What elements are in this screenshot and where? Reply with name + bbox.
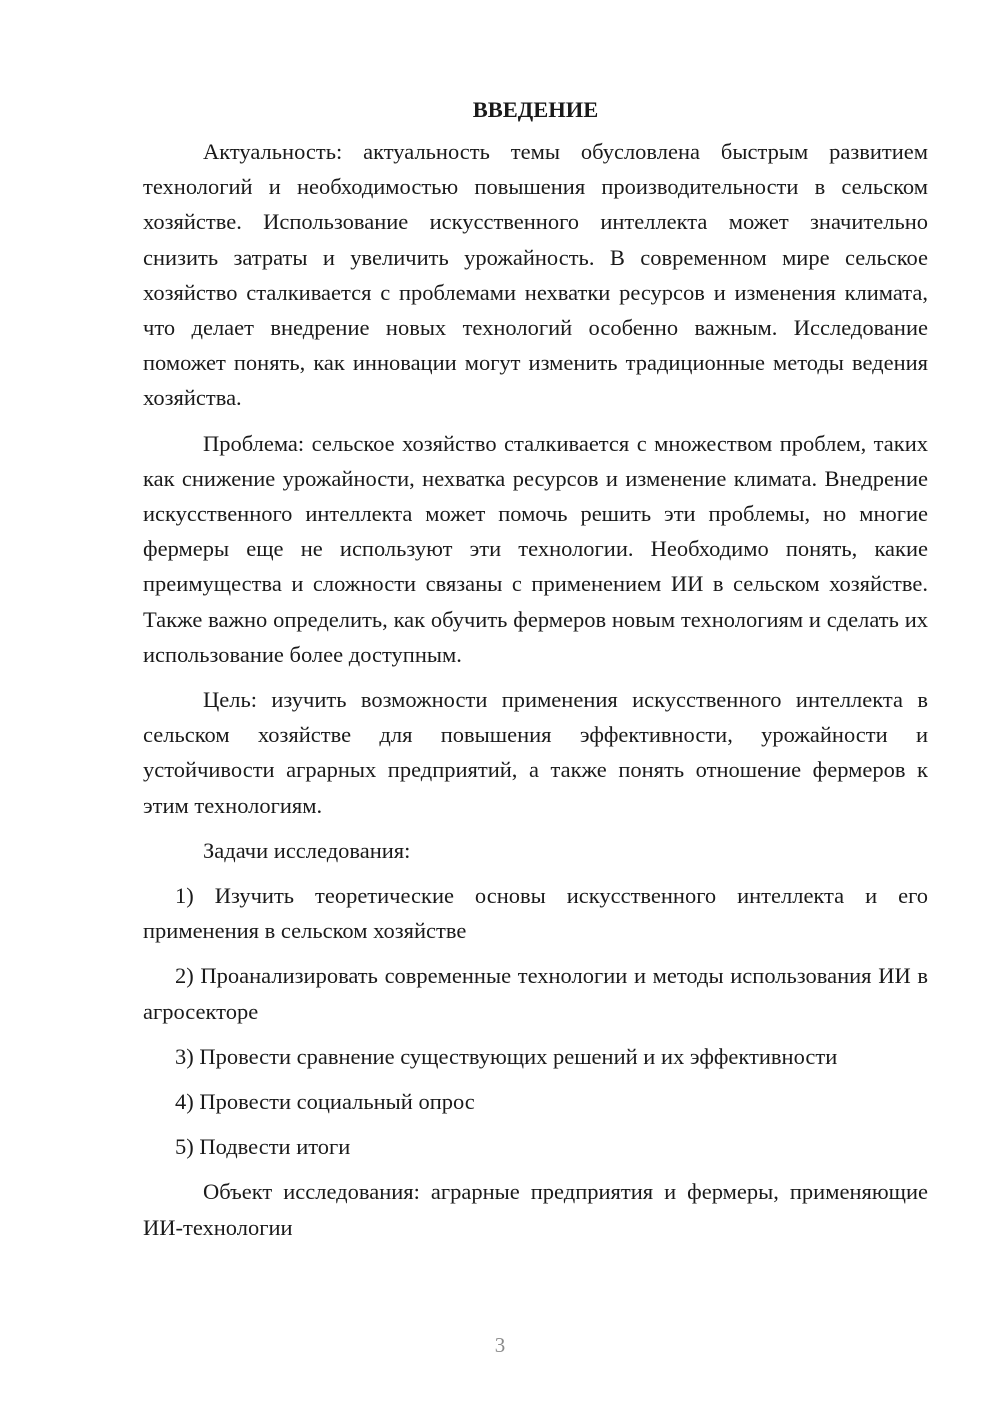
task-item: 4) Провести социальный опрос [175, 1089, 475, 1115]
task-list [143, 878, 928, 1164]
object-paragraph: Объект исследования: аграрные предприятия и фермеры, применяющие ИИ-технологии [143, 1179, 928, 1240]
task-item: 1) Изучить теоретические основы искусственного интеллекта и его применения в сельском хозяйстве [143, 883, 928, 944]
page-title: ВВЕДЕНИЕ [472, 97, 599, 122]
document-page [143, 90, 928, 1255]
task-item: 5) Подвести итоги [175, 1134, 351, 1160]
goal-paragraph: Цель: изучить возможности применения искусственного интеллекта в сельском хозяйстве для повышения эффективности, урожайности и устойчивости аграрных предприятий, а также понять отношение фермеров к этим технологиям. [143, 687, 928, 818]
task-item: 2) Проанализировать современные технологии и методы использования ИИ в агросекторе [143, 963, 928, 1024]
task-item: 3) Провести сравнение существующих решений и их эффективности [175, 1043, 838, 1069]
relevance-paragraph: Актуальность: актуальность темы обусловлена быстрым развитием технологий и необходимостью повышения производительности в сельском хозяйстве. Использование искусственного интеллекта может значительно снизить затраты и увеличить урожайность. В современном мире сельское хозяйство сталкивается с проблемами нехватки ресурсов и изменения климата, что делает внедрение новых технологий особенно важным. Исследование поможет понять, как инновации могут изменить традиционные методы ведения хозяйства. [143, 139, 928, 411]
problem-paragraph: Проблема: сельское хозяйство сталкивается с множеством проблем, таких как снижение урожайности, нехватка ресурсов и изменение климата. Внедрение искусственного интеллекта может помочь решить эти проблемы, но многие фермеры еще не используют эти технологии. Необходимо понять, какие преимущества и сложности связаны с применением ИИ в сельском хозяйстве. Также важно определить, как обучить фермеров новым технологиям и сделать их использование более доступным. [143, 430, 928, 667]
tasks-title: Задачи исследования: [203, 837, 411, 863]
page-number: 3 [494, 1333, 506, 1357]
